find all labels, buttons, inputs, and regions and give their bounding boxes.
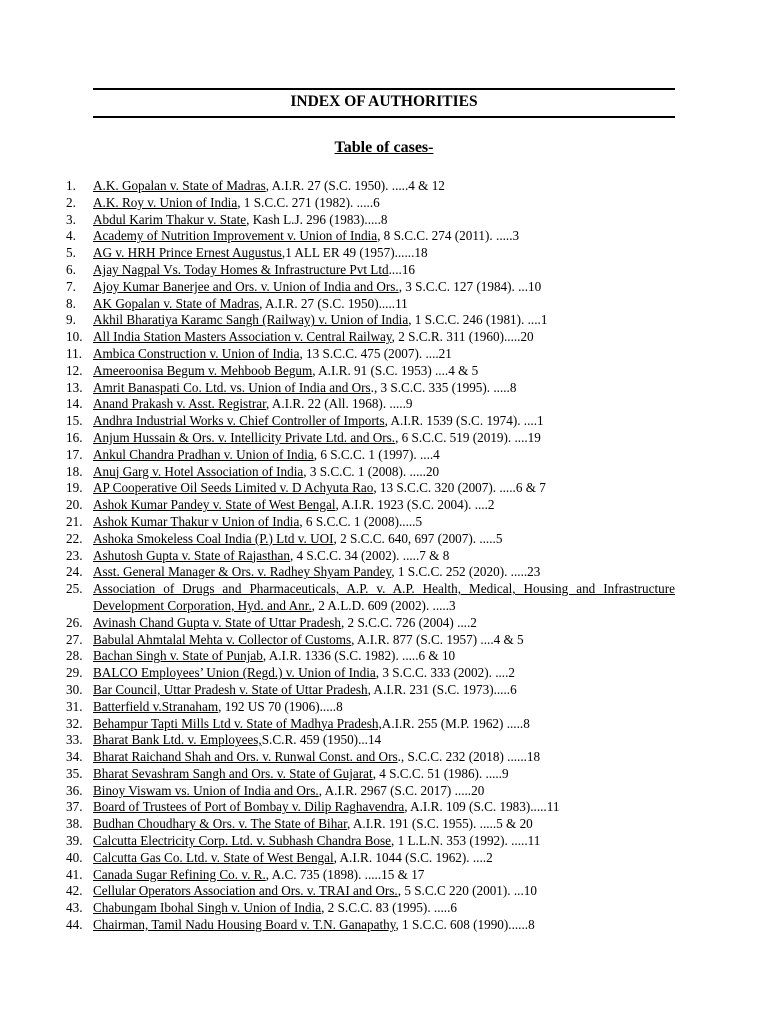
case-number: 13. xyxy=(66,379,83,395)
case-number: 15. xyxy=(66,413,83,429)
case-name: Abdul Karim Thakur v. State xyxy=(93,211,247,227)
case-citation: , 5 S.C.C 220 (2001). ...10 xyxy=(397,883,537,899)
case-entry xyxy=(0,833,675,850)
case-citation: , 2 A.L.D. 609 (2002). .....3 xyxy=(311,597,456,613)
case-number: 36. xyxy=(66,782,83,798)
case-number: 23. xyxy=(66,547,83,563)
case-entry xyxy=(0,380,675,397)
case-name: Ambica Construction v. Union of India xyxy=(93,345,300,361)
case-name: Bharat Bank Ltd. v. Employees, xyxy=(93,732,262,748)
case-citation: , 6 S.C.C. 519 (2019). ....19 xyxy=(395,429,541,445)
case-name: Budhan Choudhary & Ors. v. The State of Bihar xyxy=(93,816,348,832)
case-number: 18. xyxy=(66,463,83,479)
case-number: 20. xyxy=(66,497,83,513)
case-citation: , 2 S.C.R. 311 (1960).....20 xyxy=(391,329,534,345)
case-number: 2. xyxy=(66,194,76,210)
case-entry xyxy=(0,581,675,615)
case-citation: , 2 S.C.C. 83 (1995). .....6 xyxy=(321,900,457,916)
case-entry xyxy=(0,816,675,833)
top-rule xyxy=(93,88,675,90)
case-name: Academy of Nutrition Improvement v. Union of India xyxy=(93,228,378,244)
case-citation: , 3 S.C.C. 333 (2002). ....2 xyxy=(375,665,515,681)
case-name: All India Station Masters Association v. Central Railway xyxy=(93,329,392,345)
case-entry xyxy=(0,329,675,346)
case-entry xyxy=(0,699,675,716)
case-citation: , 3 S.C.C. 127 (1984). ...10 xyxy=(398,278,542,294)
case-number: 32. xyxy=(66,715,83,731)
case-number: 42. xyxy=(66,883,83,899)
case-citation: , 4 S.C.C. 51 (1986). .....9 xyxy=(372,765,509,781)
case-entry xyxy=(0,766,675,783)
case-number: 33. xyxy=(66,732,83,748)
case-number: 31. xyxy=(66,698,83,714)
case-citation: ., 3 S.C.C. 335 (1995). .....8 xyxy=(370,379,517,395)
case-name: Babulal Ahmtalal Mehta v. Collector of Customs xyxy=(93,631,352,647)
case-number: 37. xyxy=(66,799,83,815)
case-citation: ....16 xyxy=(388,261,415,277)
case-entry xyxy=(0,480,675,497)
case-name: Behampur Tapti Mills Ltd v. State of Madhya Pradesh, xyxy=(93,715,382,731)
case-entry xyxy=(0,447,675,464)
case-citation: , A.I.R. 1923 (S.C. 2004). ....2 xyxy=(335,497,495,513)
case-number: 24. xyxy=(66,564,83,580)
case-name: Batterfield v.Stranaham xyxy=(93,698,219,714)
case-name: Ameeroonisa Begum v. Mehboob Begum xyxy=(93,362,313,378)
case-entry xyxy=(0,548,675,565)
case-number: 40. xyxy=(66,849,83,865)
case-name: Anjum Hussain & Ors. v. Intellicity Private Ltd. and Ors. xyxy=(93,429,396,445)
case-citation: A.I.R. 255 (M.P. 1962) .....8 xyxy=(381,715,530,731)
case-citation: , A.I.R. 91 (S.C. 1953) ....4 & 5 xyxy=(312,362,479,378)
case-citation: , 6 S.C.C. 1 (1997). ....4 xyxy=(313,446,440,462)
case-entry xyxy=(0,883,675,900)
case-number: 34. xyxy=(66,749,83,765)
case-name: Andhra Industrial Works v. Chief Controller of Imports xyxy=(93,413,385,429)
case-citation: , A.I.R. 22 (All. 1968). .....9 xyxy=(265,396,413,412)
case-entry xyxy=(0,749,675,766)
case-entry xyxy=(0,648,675,665)
case-name: Bar Council, Uttar Pradesh v. State of Uttar Pradesh xyxy=(93,681,368,697)
case-entry xyxy=(0,195,675,212)
case-name: AP Cooperative Oil Seeds Limited v. D Achyuta Rao xyxy=(93,480,374,496)
case-entry xyxy=(0,783,675,800)
case-number: 8. xyxy=(66,295,76,311)
case-number: 21. xyxy=(66,513,83,529)
case-number: 6. xyxy=(66,261,76,277)
case-entry xyxy=(0,430,675,447)
case-name: Ashok Kumar Pandey v. State of West Bengal xyxy=(93,497,336,513)
case-citation: , 2 S.C.C. 726 (2004) ....2 xyxy=(340,614,477,630)
case-citation: , A.I.R. 1044 (S.C. 1962). ....2 xyxy=(333,849,493,865)
case-entry xyxy=(0,615,675,632)
case-citation: , A.I.R. 877 (S.C. 1957) ....4 & 5 xyxy=(351,631,524,647)
case-name: Ashutosh Gupta v. State of Rajasthan xyxy=(93,547,290,563)
case-number: 9. xyxy=(66,312,76,328)
case-entry xyxy=(0,900,675,917)
case-entry xyxy=(0,363,675,380)
case-entry xyxy=(0,632,675,649)
case-citation: , A.I.R. 231 (S.C. 1973).....6 xyxy=(367,681,517,697)
case-name: Binoy Viswam vs. Union of India and Ors. xyxy=(93,782,319,798)
case-name: Calcutta Gas Co. Ltd. v. State of West Bengal xyxy=(93,849,334,865)
case-citation: , A.I.R. 191 (S.C. 1955). .....5 & 20 xyxy=(347,816,533,832)
case-citation: , Kash L.J. 296 (1983).....8 xyxy=(246,211,388,227)
case-entry xyxy=(0,850,675,867)
case-number: 39. xyxy=(66,833,83,849)
case-entry xyxy=(0,178,675,195)
case-number: 5. xyxy=(66,245,76,261)
case-citation: , A.I.R. 27 (S.C. 1950). .....4 & 12 xyxy=(265,178,445,193)
case-name: Board of Trustees of Port of Bombay v. Dilip Raghavendra xyxy=(93,799,405,815)
case-name: Cellular Operators Association and Ors. v. TRAI and Ors. xyxy=(93,883,398,899)
case-citation: , 3 S.C.C. 1 (2008). .....20 xyxy=(303,463,440,479)
case-number: 17. xyxy=(66,446,83,462)
case-entry xyxy=(0,245,675,262)
case-number: 3. xyxy=(66,211,76,227)
case-entry xyxy=(0,867,675,884)
case-name: Bachan Singh v. State of Punjab xyxy=(93,648,263,664)
case-name: Ashoka Smokeless Coal India (P.) Ltd v. UOI xyxy=(93,530,334,546)
case-entry xyxy=(0,497,675,514)
case-citation: , 1 S.C.C. 271 (1982). .....6 xyxy=(237,194,380,210)
case-number: 38. xyxy=(66,816,83,832)
case-name: Chabungam Ibohal Singh v. Union of India xyxy=(93,900,322,916)
case-number: 19. xyxy=(66,480,83,496)
case-number: 12. xyxy=(66,362,83,378)
case-name: Ajay Nagpal Vs. Today Homes & Infrastructure Pvt Ltd xyxy=(93,261,389,277)
case-name: A.K. Roy v. Union of India xyxy=(93,194,238,210)
case-citation: , 6 S.C.C. 1 (2008).....5 xyxy=(299,513,423,529)
case-citation: , A.I.R. 1336 (S.C. 1982). .....6 & 10 xyxy=(262,648,456,664)
case-name: Association of Drugs and Pharmaceuticals, A.P. v. A.P. Health, Medical, Housing and Infrastructure Development Corporation, Hyd. and Anr. xyxy=(93,581,675,613)
case-citation: , A.I.R. 109 (S.C. 1983).....11 xyxy=(404,799,560,815)
case-number: 44. xyxy=(66,917,83,933)
case-name: Bharat Raichand Shah and Ors. v. Runwal Const. and Ors xyxy=(93,749,398,765)
case-name: Calcutta Electricity Corp. Ltd. v. Subhash Chandra Bose xyxy=(93,833,391,849)
case-name: Anand Prakash v. Asst. Registrar xyxy=(93,396,266,412)
case-number: 11. xyxy=(66,345,82,361)
case-name: Canada Sugar Refining Co. v. R. xyxy=(93,866,266,882)
case-entry xyxy=(0,514,675,531)
case-name: Amrit Banaspati Co. Ltd. vs. Union of India and Ors xyxy=(93,379,371,395)
case-list xyxy=(0,178,768,934)
case-citation: S.C.R. 459 (1950)...14 xyxy=(261,732,382,748)
case-number: 28. xyxy=(66,648,83,664)
case-citation: , A.I.R. 27 (S.C. 1950).....11 xyxy=(259,295,408,311)
case-name: AG v. HRH Prince Ernest Augustus xyxy=(93,245,282,261)
case-number: 14. xyxy=(66,396,83,412)
case-entry xyxy=(0,396,675,413)
case-citation: , 13 S.C.C. 475 (2007). ....21 xyxy=(299,345,452,361)
case-number: 27. xyxy=(66,631,83,647)
case-citation: ., S.C.C. 232 (2018) ......18 xyxy=(397,749,541,765)
case-entry xyxy=(0,799,675,816)
case-number: 43. xyxy=(66,900,83,916)
case-citation: , 4 S.C.C. 34 (2002). .....7 & 8 xyxy=(289,547,450,563)
case-name: Anuj Garg v. Hotel Association of India xyxy=(93,463,304,479)
case-entry xyxy=(0,413,675,430)
case-name: Chairman, Tamil Nadu Housing Board v. T.N. Ganapathy xyxy=(93,917,396,933)
case-number: 7. xyxy=(66,278,76,294)
case-entry xyxy=(0,665,675,682)
case-name: Asst. General Manager & Ors. v. Radhey Shyam Pandey xyxy=(93,564,392,580)
case-citation: , 13 S.C.C. 320 (2007). .....6 & 7 xyxy=(373,480,546,496)
case-entry xyxy=(0,917,675,934)
case-number: 25. xyxy=(66,581,83,597)
case-entry xyxy=(0,262,675,279)
case-number: 29. xyxy=(66,665,83,681)
case-entry xyxy=(0,279,675,296)
case-name: BALCO Employees’ Union (Regd.) v. Union of India xyxy=(93,665,376,681)
case-citation: , 1 S.C.C. 246 (1981). ....1 xyxy=(408,312,548,328)
case-number: 1. xyxy=(66,178,76,193)
case-entry xyxy=(0,531,675,548)
case-number: 35. xyxy=(66,765,83,781)
case-number: 10. xyxy=(66,329,83,345)
case-entry xyxy=(0,346,675,363)
case-number: 30. xyxy=(66,681,83,697)
case-entry xyxy=(0,212,675,229)
case-entry xyxy=(0,564,675,581)
case-citation: , 1 S.C.C. 608 (1990)......8 xyxy=(395,917,535,933)
case-citation: , 1 S.C.C. 252 (2020). .....23 xyxy=(391,564,541,580)
case-citation: , 8 S.C.C. 274 (2011). .....3 xyxy=(377,228,520,244)
section-title: Table of cases- xyxy=(334,139,434,156)
case-name: Ajoy Kumar Banerjee and Ors. v. Union of India and Ors. xyxy=(93,278,399,294)
case-entry xyxy=(0,682,675,699)
case-citation: , A.C. 735 (1898). .....15 & 17 xyxy=(265,866,425,882)
case-citation: , 1 L.L.N. 353 (1992). .....11 xyxy=(391,833,541,849)
case-name: Avinash Chand Gupta v. State of Uttar Pradesh xyxy=(93,614,341,630)
case-number: 4. xyxy=(66,228,76,244)
bottom-rule xyxy=(93,116,675,118)
case-entry xyxy=(0,296,675,313)
case-entry xyxy=(0,716,675,733)
case-name: Akhil Bharatiya Karamc Sangh (Railway) v. Union of India xyxy=(93,312,409,328)
case-entry xyxy=(0,732,675,749)
case-name: Bharat Sevashram Sangh and Ors. v. State of Gujarat xyxy=(93,765,373,781)
case-number: 22. xyxy=(66,530,83,546)
page-title: INDEX OF AUTHORITIES xyxy=(290,93,478,110)
case-entry xyxy=(0,464,675,481)
case-name: Ashok Kumar Thakur v Union of India xyxy=(93,513,300,529)
case-number: 26. xyxy=(66,614,83,630)
case-number: 41. xyxy=(66,866,83,882)
case-citation: , A.I.R. 1539 (S.C. 1974). ....1 xyxy=(384,413,544,429)
case-citation: , 2 S.C.C. 640, 697 (2007). .....5 xyxy=(333,530,503,546)
case-number: 16. xyxy=(66,429,83,445)
case-name: A.K. Gopalan v. State of Madras xyxy=(93,178,266,193)
case-citation: , A.I.R. 2967 (S.C. 2017) .....20 xyxy=(318,782,485,798)
case-entry xyxy=(0,228,675,245)
case-citation: ,1 ALL ER 49 (1957)......18 xyxy=(281,245,428,261)
case-entry xyxy=(0,312,675,329)
case-name: Ankul Chandra Pradhan v. Union of India xyxy=(93,446,314,462)
case-name: AK Gopalan v. State of Madras xyxy=(93,295,260,311)
case-citation: , 192 US 70 (1906).....8 xyxy=(218,698,343,714)
